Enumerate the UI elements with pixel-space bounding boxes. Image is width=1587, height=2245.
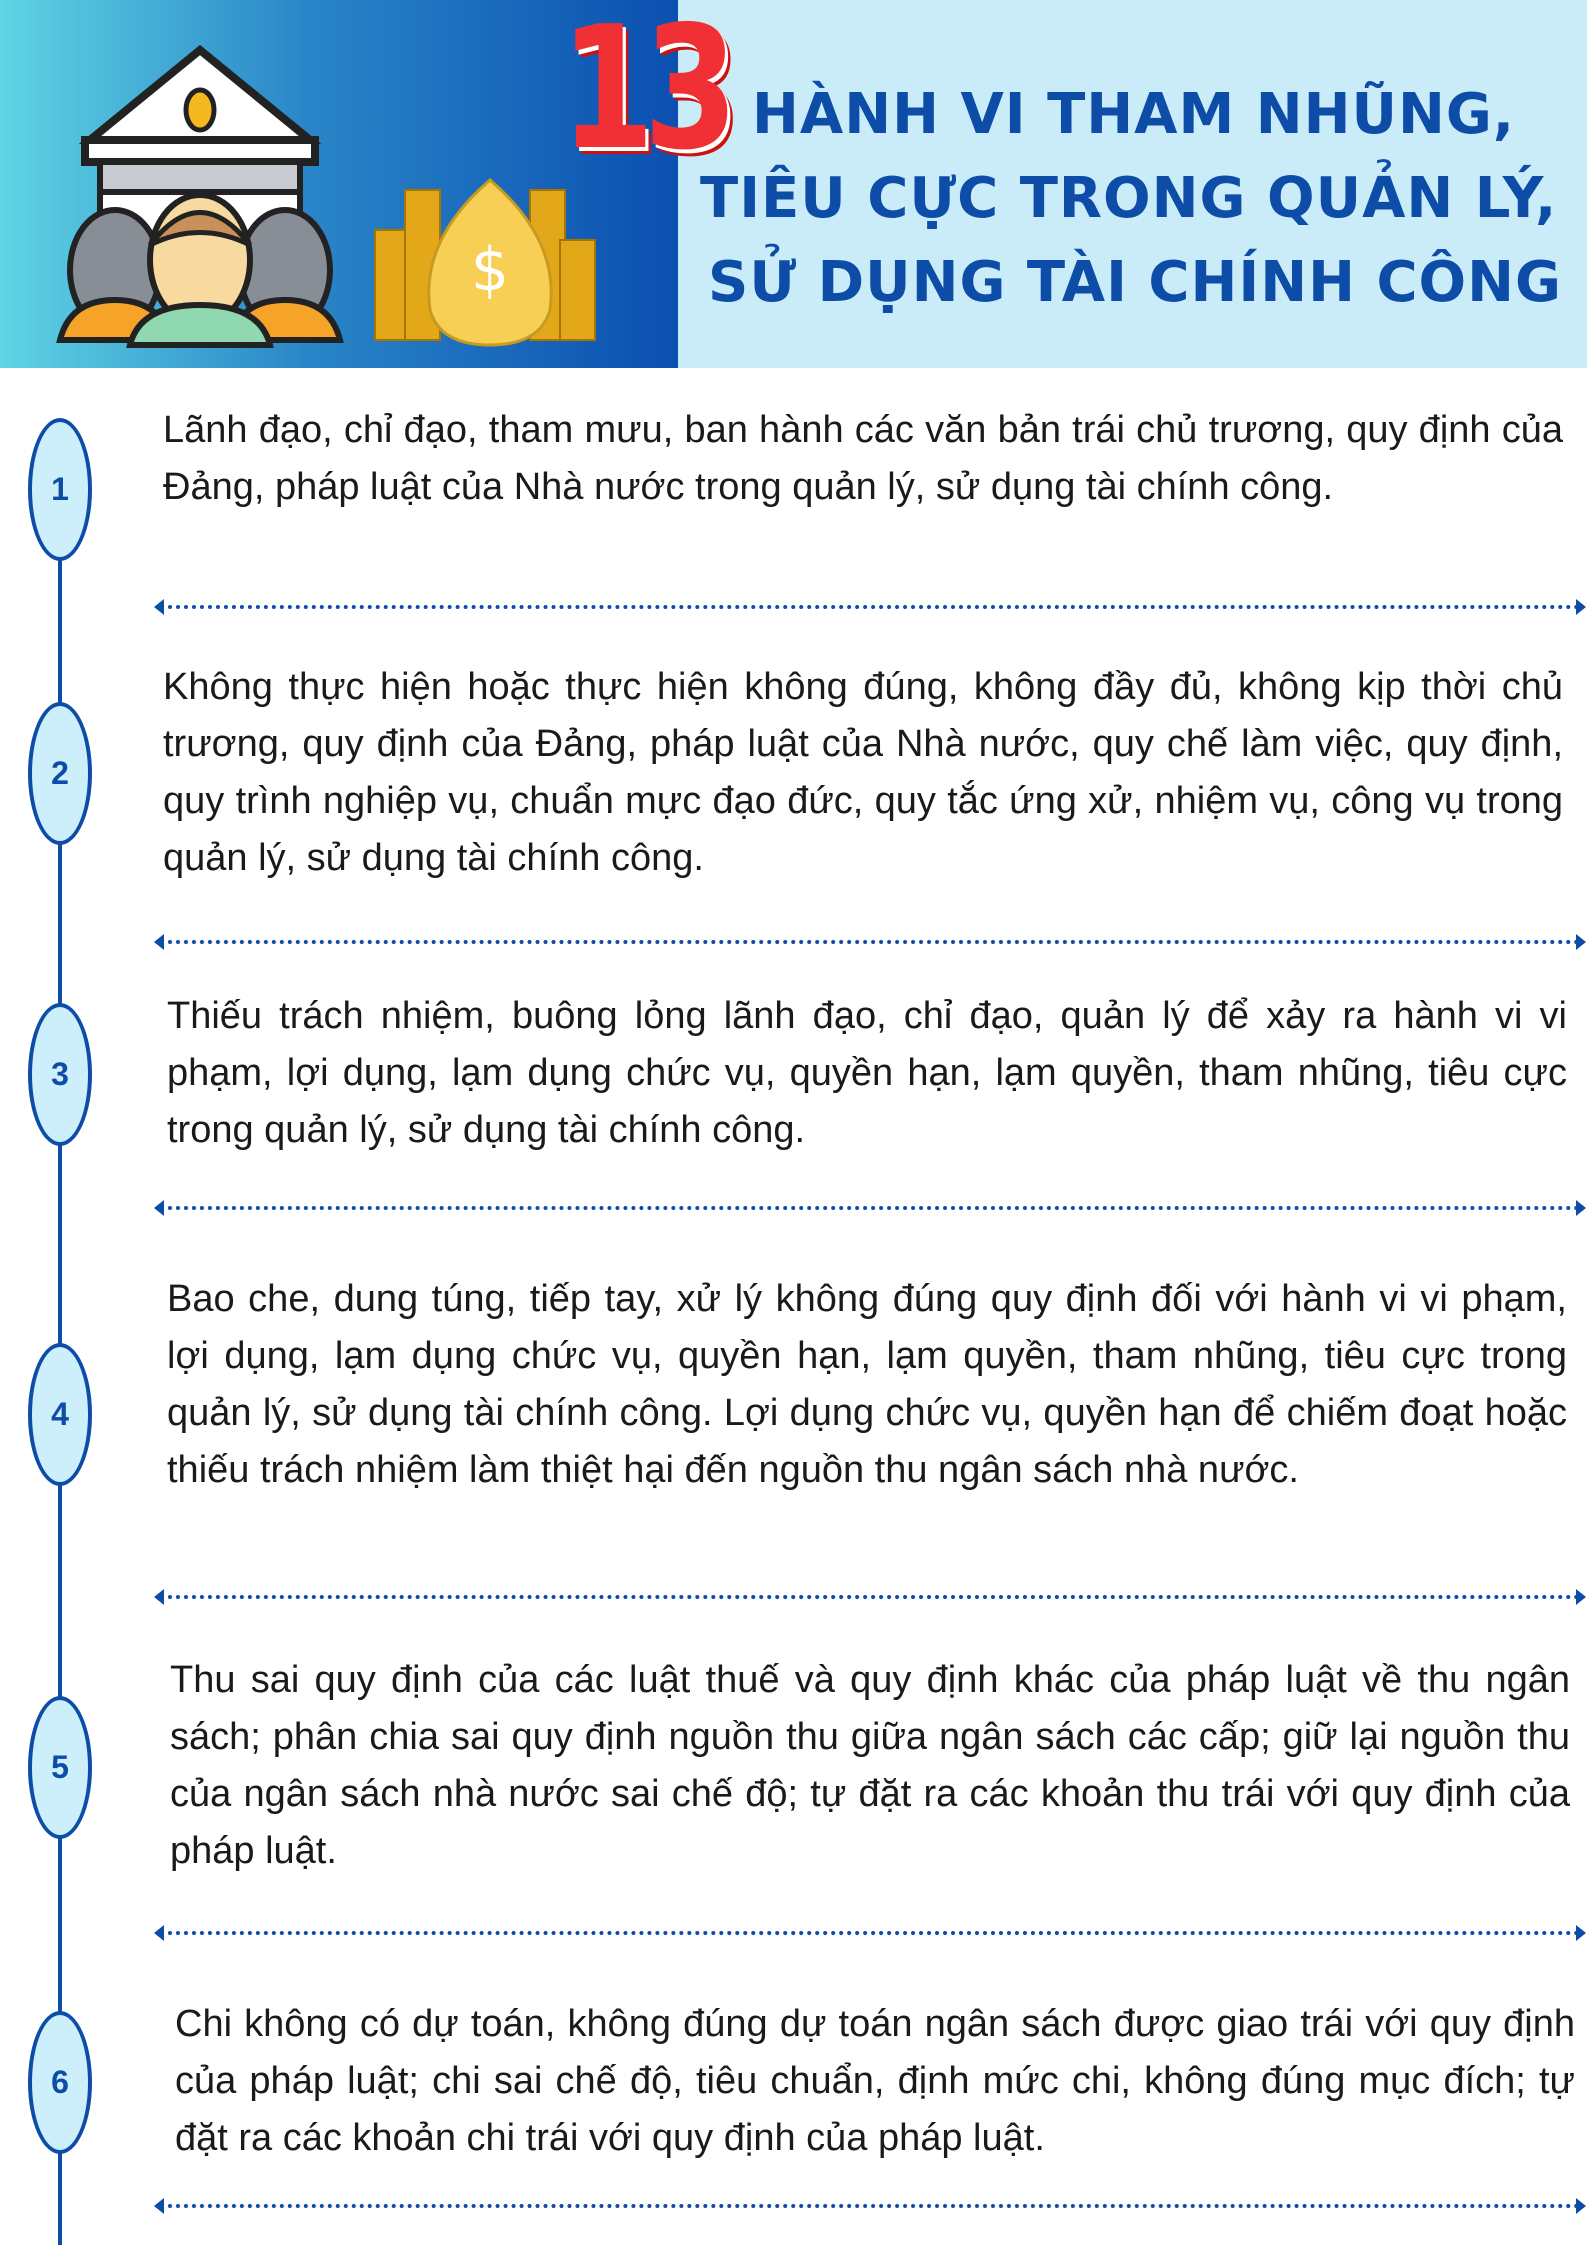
title-line-1: HÀNH VI THAM NHŨNG, [752, 82, 1516, 147]
step-badge-5: 5 [28, 1696, 92, 1839]
list-item-4: Bao che, dung túng, tiếp tay, xử lý không đúng quy định đối với hành vi vi phạm, lợi dụng, lạm dụng chức vụ, quyền hạn, lạm quyền, tham nhũng, tiêu cực trong quản lý, sử dụng tài chính công. Lợi dụng chức vụ, quyền hạn để chiếm đoạt hoặc thiếu trách nhiệm làm thiệt hại đến nguồn thu ngân sách nhà nước. [167, 1278, 1567, 1491]
title-line-2: TIÊU CỰC TRONG QUẢN LÝ, [700, 166, 1558, 231]
divider [160, 2204, 1580, 2210]
step-badge-2: 2 [28, 702, 92, 845]
header-banner [0, 0, 1587, 368]
step-badge-6: 6 [28, 2011, 92, 2154]
divider [160, 1931, 1580, 1937]
step-badge-4: 4 [28, 1343, 92, 1486]
title-line-3: SỬ DỤNG TÀI CHÍNH CÔNG [708, 250, 1562, 315]
step-badge-3: 3 [28, 1003, 92, 1146]
divider [160, 1206, 1580, 1212]
list-item-2: Không thực hiện hoặc thực hiện không đúng, không đầy đủ, không kịp thời chủ trương, quy định của Đảng, pháp luật của Nhà nước, quy chế làm việc, quy định, quy trình nghiệp vụ, chuẩn mực đạo đức, quy tắc ứng xử, nhiệm vụ, công vụ trong quản lý, sử dụng tài chính công. [163, 666, 1563, 879]
list-item-1: Lãnh đạo, chỉ đạo, tham mưu, ban hành các văn bản trái chủ trương, quy định của Đảng, pháp luật của Nhà nước trong quản lý, sử dụng tài chính công. [163, 409, 1563, 508]
bank-people-icon [40, 30, 360, 350]
item-count-number: 13 [560, 0, 727, 188]
list-item-6: Chi không có dự toán, không đúng dự toán ngân sách được giao trái với quy định của pháp luật; chi sai chế độ, tiêu chuẩn, định mức chi, không đúng mục đích; tự đặt ra các khoản chi trái với quy định của pháp luật. [175, 2003, 1575, 2159]
divider [160, 1595, 1580, 1601]
svg-text:$: $ [470, 235, 510, 305]
divider [160, 605, 1580, 611]
divider [160, 940, 1580, 946]
list-item-3: Thiếu trách nhiệm, buông lỏng lãnh đạo, chỉ đạo, quản lý để xảy ra hành vi vi phạm, lợi dụng, lạm dụng chức vụ, quyền hạn, lạm quyền, tham nhũng, tiêu cực trong quản lý, sử dụng tài chính công. [167, 995, 1567, 1151]
step-badge-1: 1 [28, 418, 92, 561]
list-item-5: Thu sai quy định của các luật thuế và quy định khác của pháp luật về thu ngân sách; phân chia sai quy định nguồn thu giữa ngân sách các cấp; giữ lại nguồn thu của ngân sách nhà nước sai chế độ; tự đặt ra các khoản thu trái với quy định của pháp luật. [170, 1659, 1570, 1872]
